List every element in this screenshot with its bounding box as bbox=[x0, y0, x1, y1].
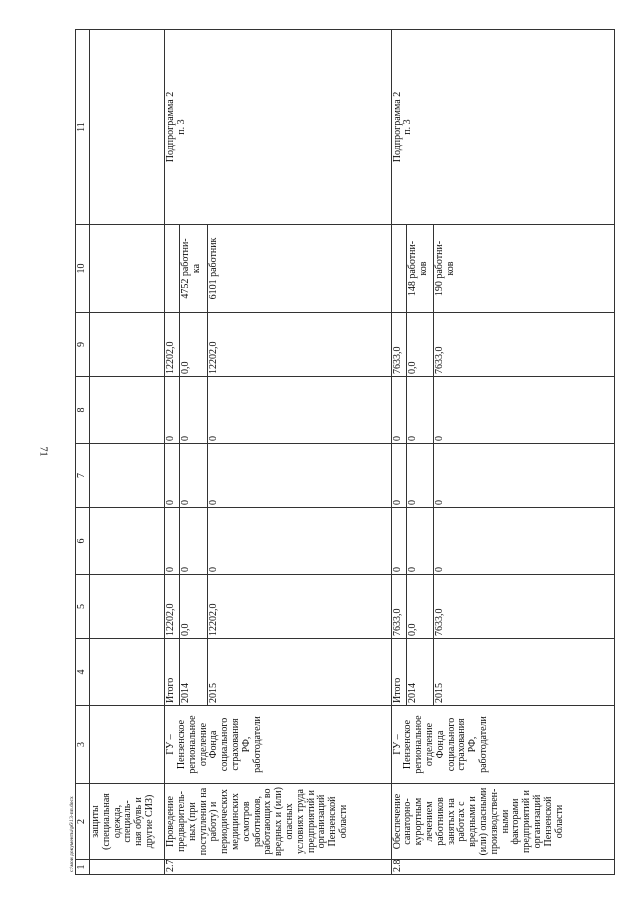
indicator-cell bbox=[180, 225, 207, 313]
subprogram-ref-line: п. 3 bbox=[402, 119, 414, 135]
year-cell: 2014 bbox=[180, 639, 207, 706]
executor-line: социального bbox=[445, 717, 457, 772]
header-row bbox=[76, 30, 90, 875]
value-federal: 0 bbox=[180, 508, 207, 575]
indicator-cell bbox=[207, 225, 391, 313]
executor-line: РФ, bbox=[240, 736, 252, 753]
column-header: 1 bbox=[76, 860, 90, 875]
indicator-cell bbox=[406, 225, 433, 313]
measure-name-line: работающих во bbox=[262, 788, 274, 855]
measure-name-line: работу) и bbox=[208, 801, 220, 842]
executor-line: работодатели bbox=[478, 716, 490, 773]
measure-name-line: организаций bbox=[316, 794, 328, 849]
measure-name-line: предприятий и bbox=[521, 790, 533, 853]
measure-name-line: области bbox=[337, 804, 349, 839]
value-extra: 12202,0 bbox=[165, 313, 180, 377]
year-cell: 2014 bbox=[406, 639, 433, 706]
measure-name-line: Обеспечение bbox=[391, 793, 403, 850]
value-federal: 0 bbox=[434, 508, 615, 575]
executor-line: региональное bbox=[413, 715, 425, 774]
executor-line: региональное bbox=[186, 715, 198, 774]
measure-name-line: организаций bbox=[532, 794, 544, 849]
measure-name-line: условиях труда bbox=[294, 789, 306, 854]
subprogram-ref bbox=[391, 30, 614, 225]
value-extra: 0,0 bbox=[406, 313, 433, 377]
value-total: 7633,0 bbox=[391, 575, 406, 639]
executor-line: страхования bbox=[229, 718, 241, 771]
value-extra: 12202,0 bbox=[207, 313, 391, 377]
executor bbox=[165, 706, 392, 784]
measure-name bbox=[391, 784, 614, 860]
executor-line: Фонда bbox=[208, 730, 220, 759]
measure-name-line: вредных и (или) bbox=[273, 787, 285, 856]
measure-name-line: Проведение bbox=[165, 796, 177, 847]
column-header: 2 bbox=[76, 784, 90, 860]
measure-name-line: поступлении на bbox=[197, 787, 209, 856]
indicator-cell-line: ков bbox=[417, 261, 429, 276]
indicator-cell-line: 148 работни- bbox=[406, 240, 418, 297]
value-total: 0,0 bbox=[406, 575, 433, 639]
indicator-cell-line: ка bbox=[191, 263, 203, 274]
measure-name-line: медицинских bbox=[229, 793, 241, 850]
measure-name-line: работников, bbox=[251, 795, 263, 848]
measure-name-line: курортным bbox=[413, 797, 425, 846]
column-header: 5 bbox=[76, 575, 90, 639]
executor-line: РФ, bbox=[467, 736, 479, 753]
measure-name-line: работников bbox=[434, 797, 446, 846]
table-row bbox=[391, 30, 406, 875]
indicator-cell bbox=[165, 225, 180, 313]
executor bbox=[391, 706, 614, 784]
column-header: 9 bbox=[76, 313, 90, 377]
table-body bbox=[90, 30, 615, 875]
subprogram-ref bbox=[165, 30, 392, 225]
value-total: 12202,0 bbox=[207, 575, 391, 639]
measure-name-line: предваритель- bbox=[175, 791, 187, 852]
measure-name-line: ных (при bbox=[186, 802, 198, 841]
measure-name-line: санаторно- bbox=[402, 798, 414, 845]
executor-line: отделение bbox=[424, 722, 436, 767]
measure-name-line: опасных bbox=[283, 803, 295, 840]
indicator-cell-line: 4752 работни- bbox=[180, 238, 192, 299]
value-federal: 0 bbox=[207, 508, 391, 575]
column-header: 6 bbox=[76, 508, 90, 575]
measure-name-line: занятых на bbox=[445, 798, 457, 845]
value-local: 0 bbox=[165, 377, 180, 444]
executor-line: Пензенское bbox=[402, 719, 414, 770]
rotated-table-container bbox=[75, 30, 615, 875]
subprogram-ref-line: Подпрограмма 2 bbox=[391, 91, 403, 163]
value-local: 0 bbox=[207, 377, 391, 444]
measure-name-line: вредными и bbox=[467, 796, 479, 847]
indicator-cell-line: 6101 работник bbox=[207, 237, 219, 300]
value-federal: 0 bbox=[406, 508, 433, 575]
value-total: 12202,0 bbox=[165, 575, 180, 639]
executor-line: Пензенское bbox=[175, 719, 187, 770]
footer-file-path: c:\мои документы\рб\13-пп.docx bbox=[69, 796, 75, 872]
executor-line: социального bbox=[219, 717, 231, 772]
value-regional: 0 bbox=[434, 444, 615, 508]
subprogram-ref-line: п. 3 bbox=[175, 119, 187, 135]
value-total: 7633,0 bbox=[434, 575, 615, 639]
measure-name-line: области bbox=[553, 804, 565, 839]
year-cell: Итого bbox=[165, 639, 180, 706]
year-cell: Итого bbox=[391, 639, 406, 706]
value-local: 0 bbox=[391, 377, 406, 444]
executor-line: ГУ – bbox=[391, 734, 403, 755]
value-regional: 0 bbox=[180, 444, 207, 508]
value-regional: 0 bbox=[165, 444, 180, 508]
value-extra: 0,0 bbox=[180, 313, 207, 377]
measure-name-line: Пензенской bbox=[542, 796, 554, 847]
column-header: 7 bbox=[76, 444, 90, 508]
column-header: 4 bbox=[76, 639, 90, 706]
measure-name bbox=[165, 784, 392, 860]
indicator-cell-line: ков bbox=[445, 261, 457, 276]
measure-name-line: работах с bbox=[456, 801, 468, 842]
value-regional: 0 bbox=[391, 444, 406, 508]
continued-measure-name: защиты (специальная одежда, специаль- ная обувь и другие СИЗ) bbox=[90, 784, 165, 860]
column-header: 3 bbox=[76, 706, 90, 784]
value-local: 0 bbox=[434, 377, 615, 444]
executor-line: ГУ – bbox=[165, 734, 177, 755]
continuation-row bbox=[90, 30, 165, 875]
executor-line: страхования bbox=[456, 718, 468, 771]
measure-name-line: предприятий и bbox=[305, 790, 317, 853]
indicator-cell bbox=[434, 225, 615, 313]
indicator-cell bbox=[391, 225, 406, 313]
value-local: 0 bbox=[406, 377, 433, 444]
measure-name-line: осмотров bbox=[240, 801, 252, 842]
measure-name-line: лечением bbox=[424, 801, 436, 842]
value-total: 0,0 bbox=[180, 575, 207, 639]
indicator-cell-line: 190 работни- bbox=[434, 240, 446, 297]
value-local: 0 bbox=[180, 377, 207, 444]
measure-name-line: ными факторами bbox=[499, 798, 522, 845]
table-row bbox=[165, 30, 180, 875]
measure-name-line: Пензенской bbox=[327, 796, 339, 847]
column-header: 8 bbox=[76, 377, 90, 444]
row-number: 2.8 bbox=[391, 860, 614, 875]
executor-line: работодатели bbox=[251, 716, 263, 773]
measure-name-line: производствен- bbox=[488, 788, 500, 855]
value-federal: 0 bbox=[391, 508, 406, 575]
executor-line: отделение bbox=[197, 722, 209, 767]
program-table bbox=[75, 29, 615, 875]
executor-line: Фонда bbox=[434, 730, 446, 759]
column-header: 10 bbox=[76, 225, 90, 313]
value-federal: 0 bbox=[165, 508, 180, 575]
year-cell: 2015 bbox=[207, 639, 391, 706]
measure-name-line: периодических bbox=[219, 789, 231, 854]
value-regional: 0 bbox=[207, 444, 391, 508]
year-cell: 2015 bbox=[434, 639, 615, 706]
value-extra: 7633,0 bbox=[434, 313, 615, 377]
value-regional: 0 bbox=[406, 444, 433, 508]
column-header: 11 bbox=[76, 30, 90, 225]
row-number: 2.7 bbox=[165, 860, 392, 875]
measure-name-line: (или) опасными bbox=[478, 787, 490, 856]
subprogram-ref-line: Подпрограмма 2 bbox=[165, 91, 177, 163]
page-number: 71 bbox=[37, 446, 49, 457]
value-extra: 7633,0 bbox=[391, 313, 406, 377]
